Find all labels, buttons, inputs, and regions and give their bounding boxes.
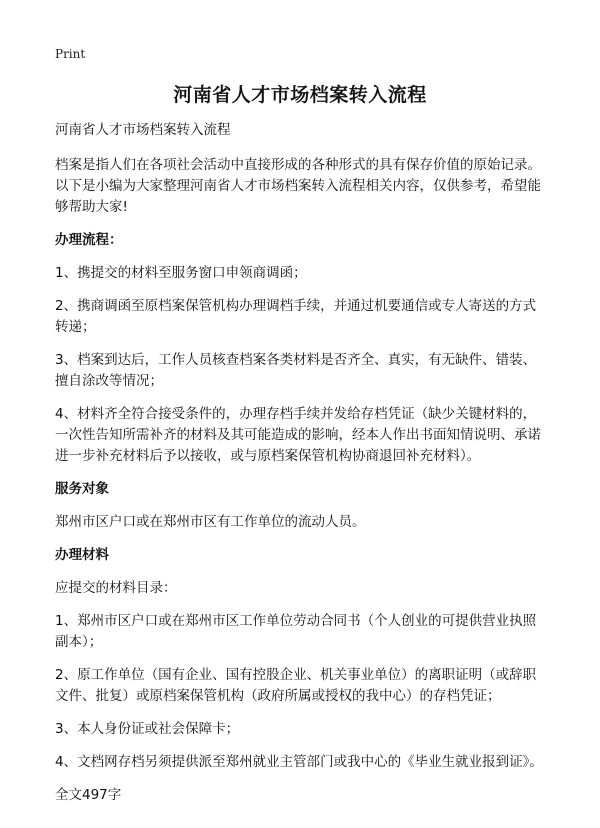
document-body — [55, 120, 548, 818]
process-step-2: 2、携商调函至原档案保管机构办理调档手续，并通过机要通信或专人寄送的方式转递； — [55, 298, 537, 335]
process-heading: 办理流程： — [55, 232, 123, 248]
material-item-3: 3、本人身份证或社会保障卡； — [55, 721, 240, 737]
intro-paragraph: 档案是指人们在各项社会活动中直接形成的各种形式的具有保存价值的原始记录。以下是小编为大家整理河南省人才市场档案转入流程相关内容，仅供参考，希望能够帮助大家! — [55, 157, 541, 215]
document-subtitle: 河南省人才市场档案转入流程 — [55, 122, 231, 138]
material-item-2: 2、原工作单位（国有企业、国有控股企业、机关事业单位）的离职证明（或辞职文件、批复）或原档案保管机构（政府所属或授权的我中心）的存档凭证； — [55, 667, 537, 704]
word-count: 全文497字 — [55, 787, 122, 803]
material-item-4: 4、文档网存档另须提供派至郑州就业主管部门或我中心的《毕业生就业报到证》。 — [55, 754, 543, 770]
material-item-1: 1、郑州市区户口或在郑州市区工作单位劳动合同书（个人创业的可提供营业执照副本）； — [55, 613, 537, 650]
process-step-1: 1、携提交的材料至服务窗口申领商调函； — [55, 265, 307, 281]
materials-heading: 办理材料 — [55, 547, 109, 563]
service-text: 郑州市区户口或在郑州市区有工作单位的流动人员。 — [55, 514, 366, 530]
print-link[interactable]: Print — [55, 47, 86, 61]
process-step-4: 4、材料齐全符合接受条件的，办理存档手续并发给存档凭证（缺少关键材料的，一次性告知所需补齐的材料及其可能造成的影响，经本人作出书面知情说明、承诺进一步补充材料后予以接收，或与原档案保管机构协商退回补充材料）。 — [55, 406, 541, 464]
document-title: 河南省人才市场档案转入流程 — [173, 84, 427, 106]
materials-intro: 应提交的材料目录： — [55, 580, 177, 596]
process-step-3: 3、档案到达后，工作人员核查档案各类材料是否齐全、真实，有无缺件、错装、擅自涂改等情况； — [55, 352, 537, 389]
service-heading: 服务对象 — [55, 481, 109, 497]
